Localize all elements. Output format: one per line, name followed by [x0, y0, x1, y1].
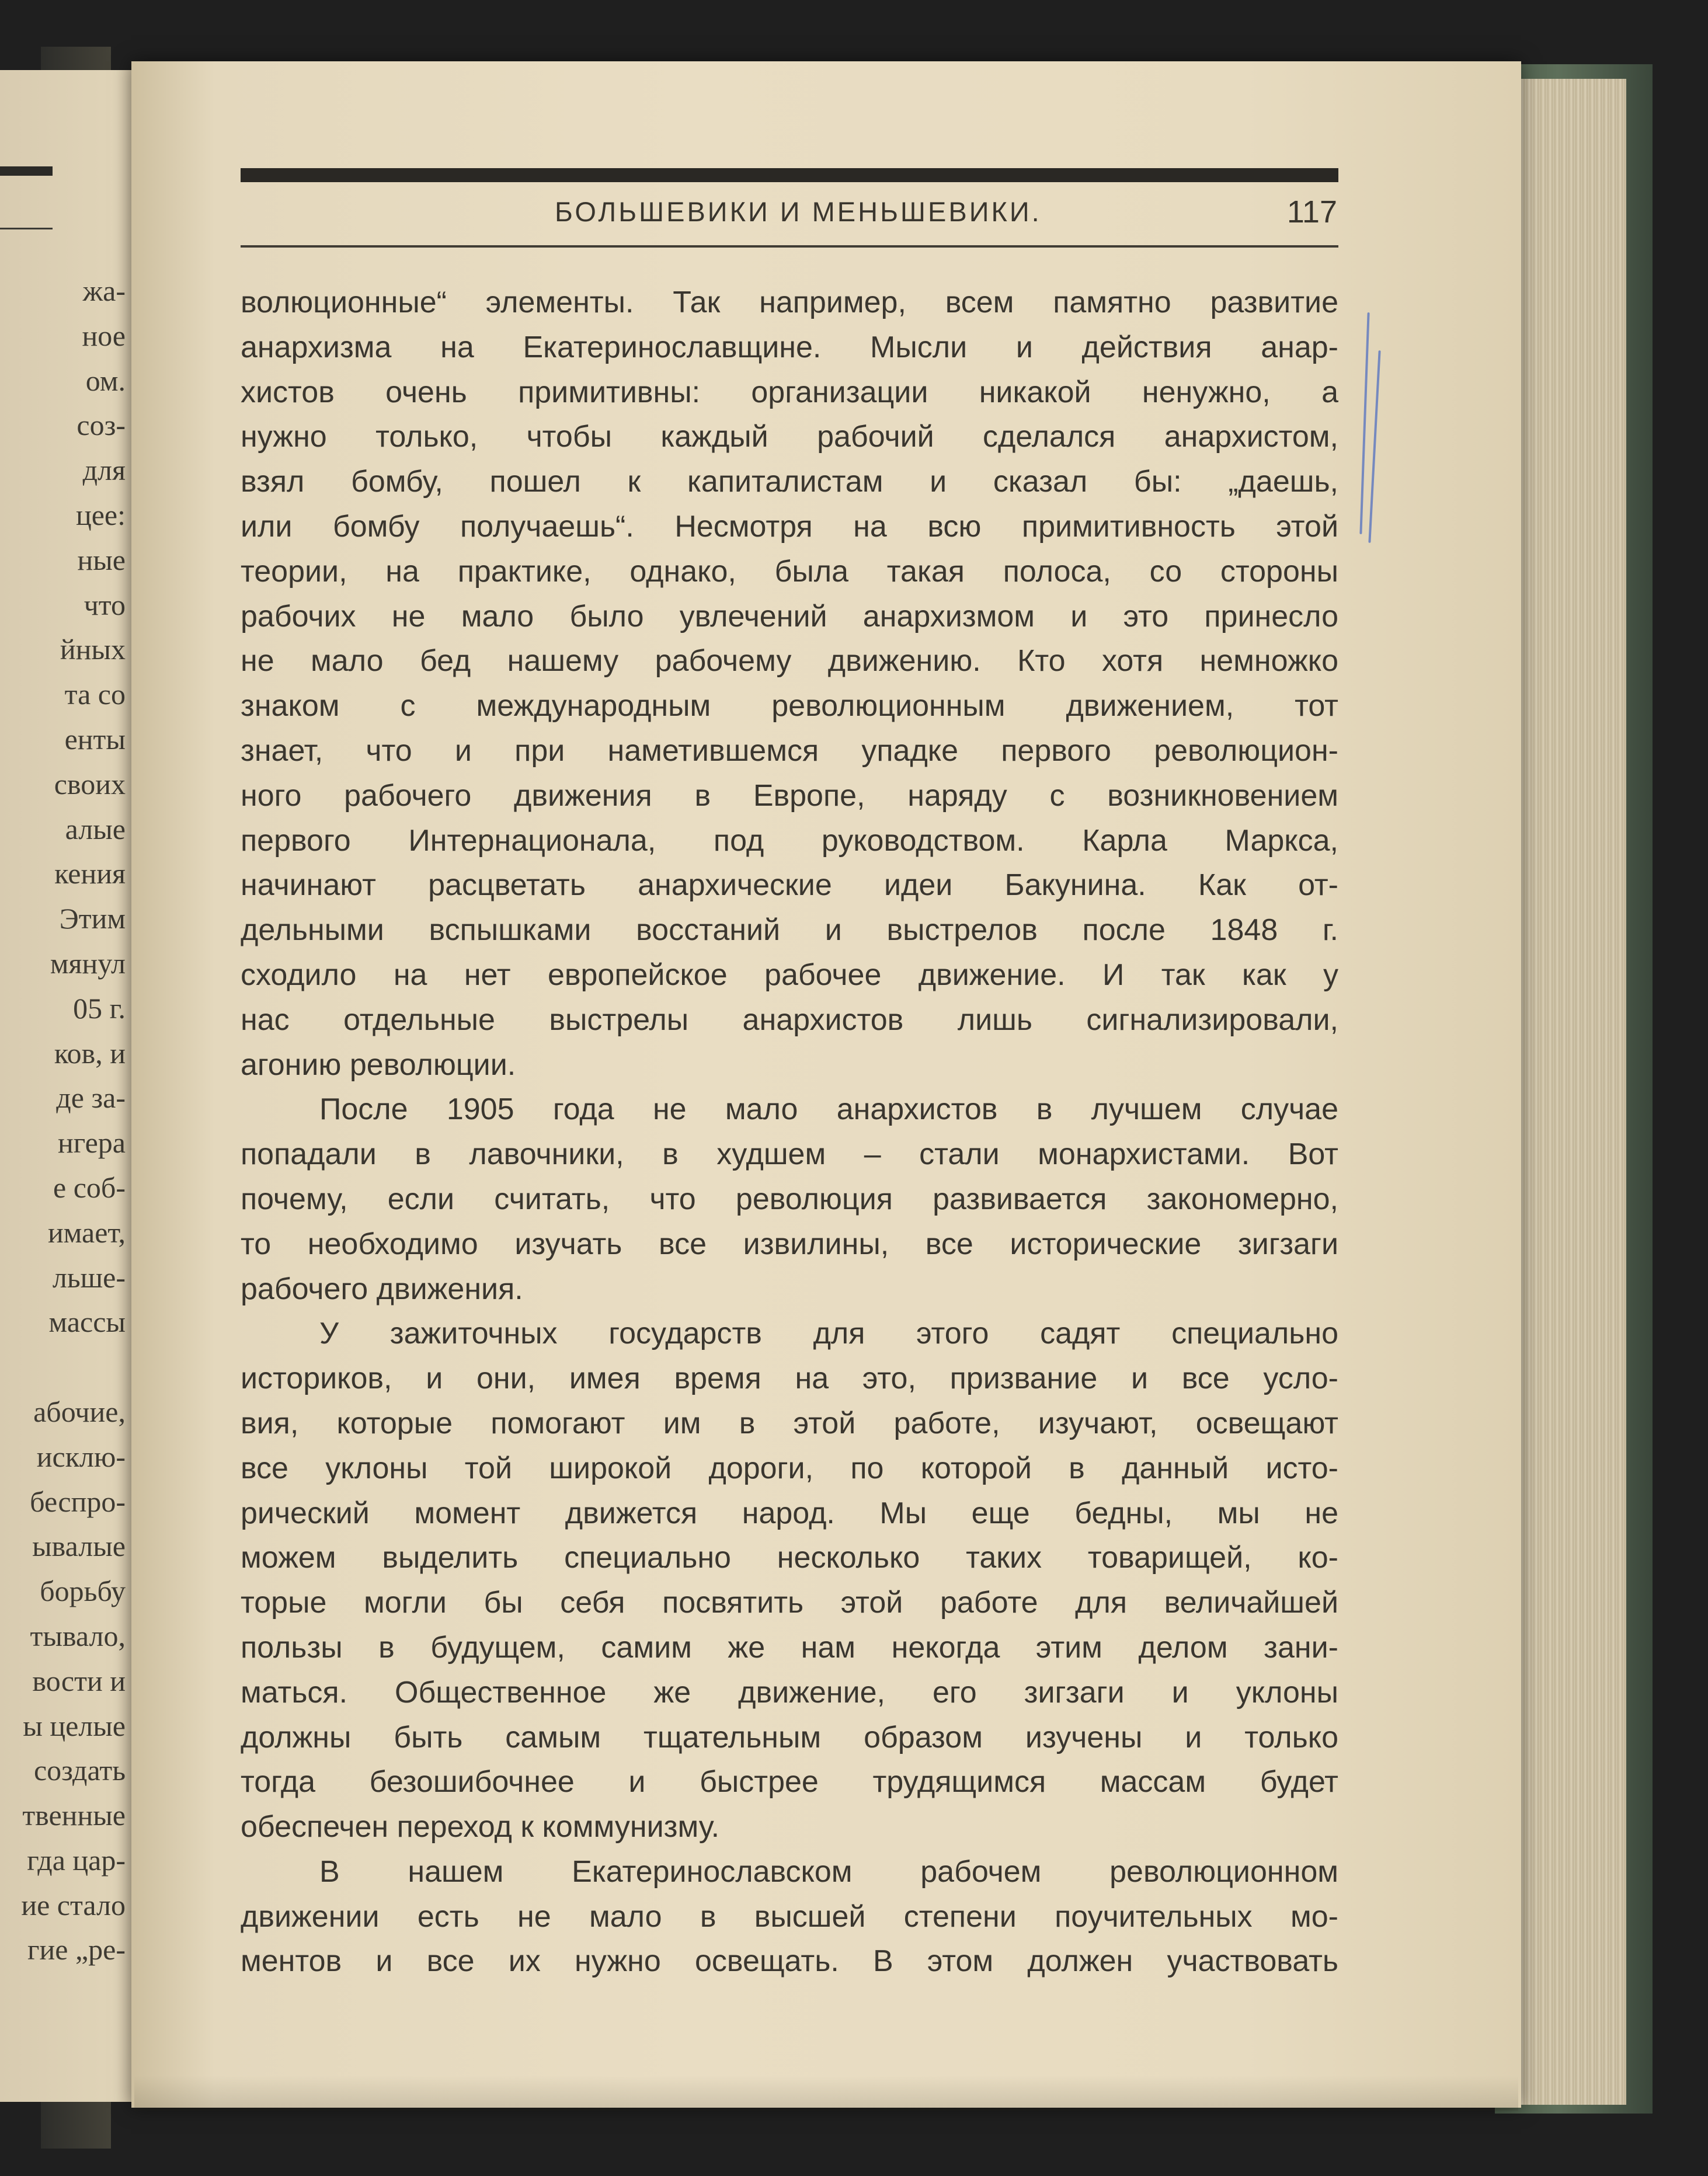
left-page-line: льше-: [52, 1261, 126, 1294]
left-page-line: ное: [82, 319, 126, 352]
left-page-line: создать: [33, 1754, 126, 1787]
left-page-line: мянул: [50, 946, 126, 980]
text-line: В нашем Екатеринославском рабочем революционном: [319, 1854, 1338, 1889]
text-line: то необходимо изучать все извилины, все исторические зигзаги: [241, 1227, 1338, 1261]
left-page-line: алые: [65, 812, 126, 845]
text-line: волюционные“ элементы. Так например, всем памятно развитие: [241, 286, 1338, 319]
left-page-line: борьбу: [40, 1575, 126, 1608]
page-number: 117: [1286, 194, 1337, 229]
left-page-line: твенные: [22, 1799, 126, 1832]
text-line: нужно только, чтобы каждый рабочий сделался анархистом,: [241, 420, 1338, 454]
text-line: первого Интернационала, под руководством. Карла Маркса,: [241, 823, 1338, 858]
left-header-rule: [0, 166, 53, 176]
text-line: обеспечен переход к коммунизму.: [241, 1810, 720, 1844]
left-page-line: своих: [54, 767, 126, 800]
header-rule: [241, 168, 1338, 182]
text-line: сходило на нет европейское рабочее движение. И так как у: [241, 958, 1338, 992]
text-line: не мало бед нашему рабочему движению. Кто хотя немножко: [241, 644, 1338, 678]
text-line: рабочего движения.: [241, 1272, 523, 1306]
left-page-line: Этим: [59, 902, 126, 935]
left-page-line: гие „ре-: [27, 1933, 126, 1966]
left-page-line: енты: [64, 722, 126, 755]
text-line: рабочих не мало было увлечений анархизмом и это принесло: [241, 599, 1338, 633]
left-page-line: де за-: [56, 1081, 126, 1115]
text-line: После 1905 года не мало анархистов в лучшем случае: [319, 1092, 1338, 1127]
header-underline: [241, 245, 1338, 248]
text-line: У зажиточных государств для этого садят специально: [319, 1317, 1338, 1351]
left-page-line: массы: [48, 1305, 126, 1339]
left-page-line: абочие,: [33, 1395, 126, 1428]
left-page-line: тывало,: [30, 1619, 126, 1652]
left-header-thin-rule: [0, 228, 53, 229]
left-page-line: нгера: [58, 1126, 126, 1160]
left-page-line: ом.: [85, 364, 126, 397]
left-page-line: цее:: [75, 498, 126, 531]
text-line: все уклоны той широкой дороги, по которой в данный исто-: [241, 1451, 1338, 1485]
left-page-line: жа-: [82, 274, 126, 307]
text-line: маться. Общественное же движение, его зигзаги и уклоны: [241, 1675, 1338, 1710]
left-page-line: ывалые: [32, 1530, 126, 1563]
text-line: рический момент движется народ. Мы еще бедны, мы не: [241, 1496, 1338, 1530]
left-page-line: кения: [54, 857, 126, 890]
left-page-line: е соб-: [53, 1171, 126, 1204]
text-line: взял бомбу, пошел к капиталистам и сказал бы: „даешь,: [241, 465, 1338, 499]
text-line: можем выделить специально несколько таких товарищей, ко-: [241, 1541, 1338, 1575]
text-line: знает, что и при наметившемся упадке первого революцион-: [241, 733, 1338, 768]
text-line: пользы в будущем, самим же нам некогда этим делом зани-: [241, 1630, 1338, 1665]
page-bottom-shadow: [134, 2076, 1518, 2111]
left-page-line: та со: [64, 678, 126, 711]
left-page-line: имает,: [47, 1216, 126, 1249]
text-line: должны быть самым тщательным образом изучены и только: [241, 1720, 1338, 1754]
left-page-line: беспро-: [30, 1485, 126, 1518]
text-line: знаком с международным революционным движением, тот: [241, 689, 1338, 723]
left-page-line: ие стало: [21, 1888, 126, 1921]
text-line: вия, которые помогают им в этой работе, изучают, освещают: [241, 1406, 1338, 1440]
left-page-line: йных: [60, 633, 126, 666]
text-line: хистов очень примитивны: организации никакой ненужно, а: [241, 375, 1338, 409]
text-line: дельными вспышками восстаний и выстрелов после 1848 г.: [241, 913, 1338, 948]
left-page-line: исклю-: [36, 1440, 126, 1473]
left-page-line: ы целые: [23, 1709, 126, 1742]
text-line: торые могли бы себя посвятить этой работе для величайшей: [241, 1586, 1338, 1620]
text-line: анархизма на Екатеринославщине. Мысли и действия анар-: [241, 330, 1338, 364]
text-line: историков, и они, имея время на это, призвание и все усло-: [241, 1362, 1338, 1396]
text-line: нас отдельные выстрелы анархистов лишь сигнализировали,: [241, 1002, 1338, 1037]
left-page-line: вости и: [32, 1664, 126, 1697]
left-page-line: гда цар-: [27, 1843, 126, 1876]
text-line: движении есть не мало в высшей степени поучительных мо-: [241, 1899, 1338, 1934]
text-line: тогда безошибочнее и быстрее трудящимся массам будет: [241, 1765, 1338, 1799]
left-page-line: ков, и: [54, 1036, 126, 1070]
left-page-text: [0, 269, 126, 1972]
left-page-line: что: [84, 588, 126, 621]
left-page-line: для: [82, 454, 126, 487]
text-line: агонию революции.: [241, 1047, 516, 1082]
text-line: начинают расцветать анархические идеи Бакунина. Как от-: [241, 868, 1338, 903]
left-page-line: соз-: [76, 409, 126, 442]
left-page-line: 05 г.: [73, 991, 126, 1025]
text-line: ментов и все их нужно освещать. В этом должен участвовать: [241, 1944, 1338, 1979]
left-page-line: [0, 1345, 126, 1390]
running-head: БОЛЬШЕВИКИ И МЕНЬШЕВИКИ.: [555, 196, 1042, 227]
page-edges: [1504, 79, 1626, 2105]
text-line: попадали в лавочники, в худшем – стали монархистами. Вот: [241, 1137, 1338, 1172]
text-line: или бомбу получаешь“. Несмотря на всю примитивность этой: [241, 509, 1338, 544]
text-line: ного рабочего движения в Европе, наряду с возникновением: [241, 778, 1338, 813]
body-text: [241, 280, 1338, 1984]
left-page-line: ные: [77, 543, 126, 576]
text-line: почему, если считать, что революция развивается закономерно,: [241, 1182, 1338, 1216]
text-line: теории, на практике, однако, была такая полоса, со стороны: [241, 554, 1338, 589]
